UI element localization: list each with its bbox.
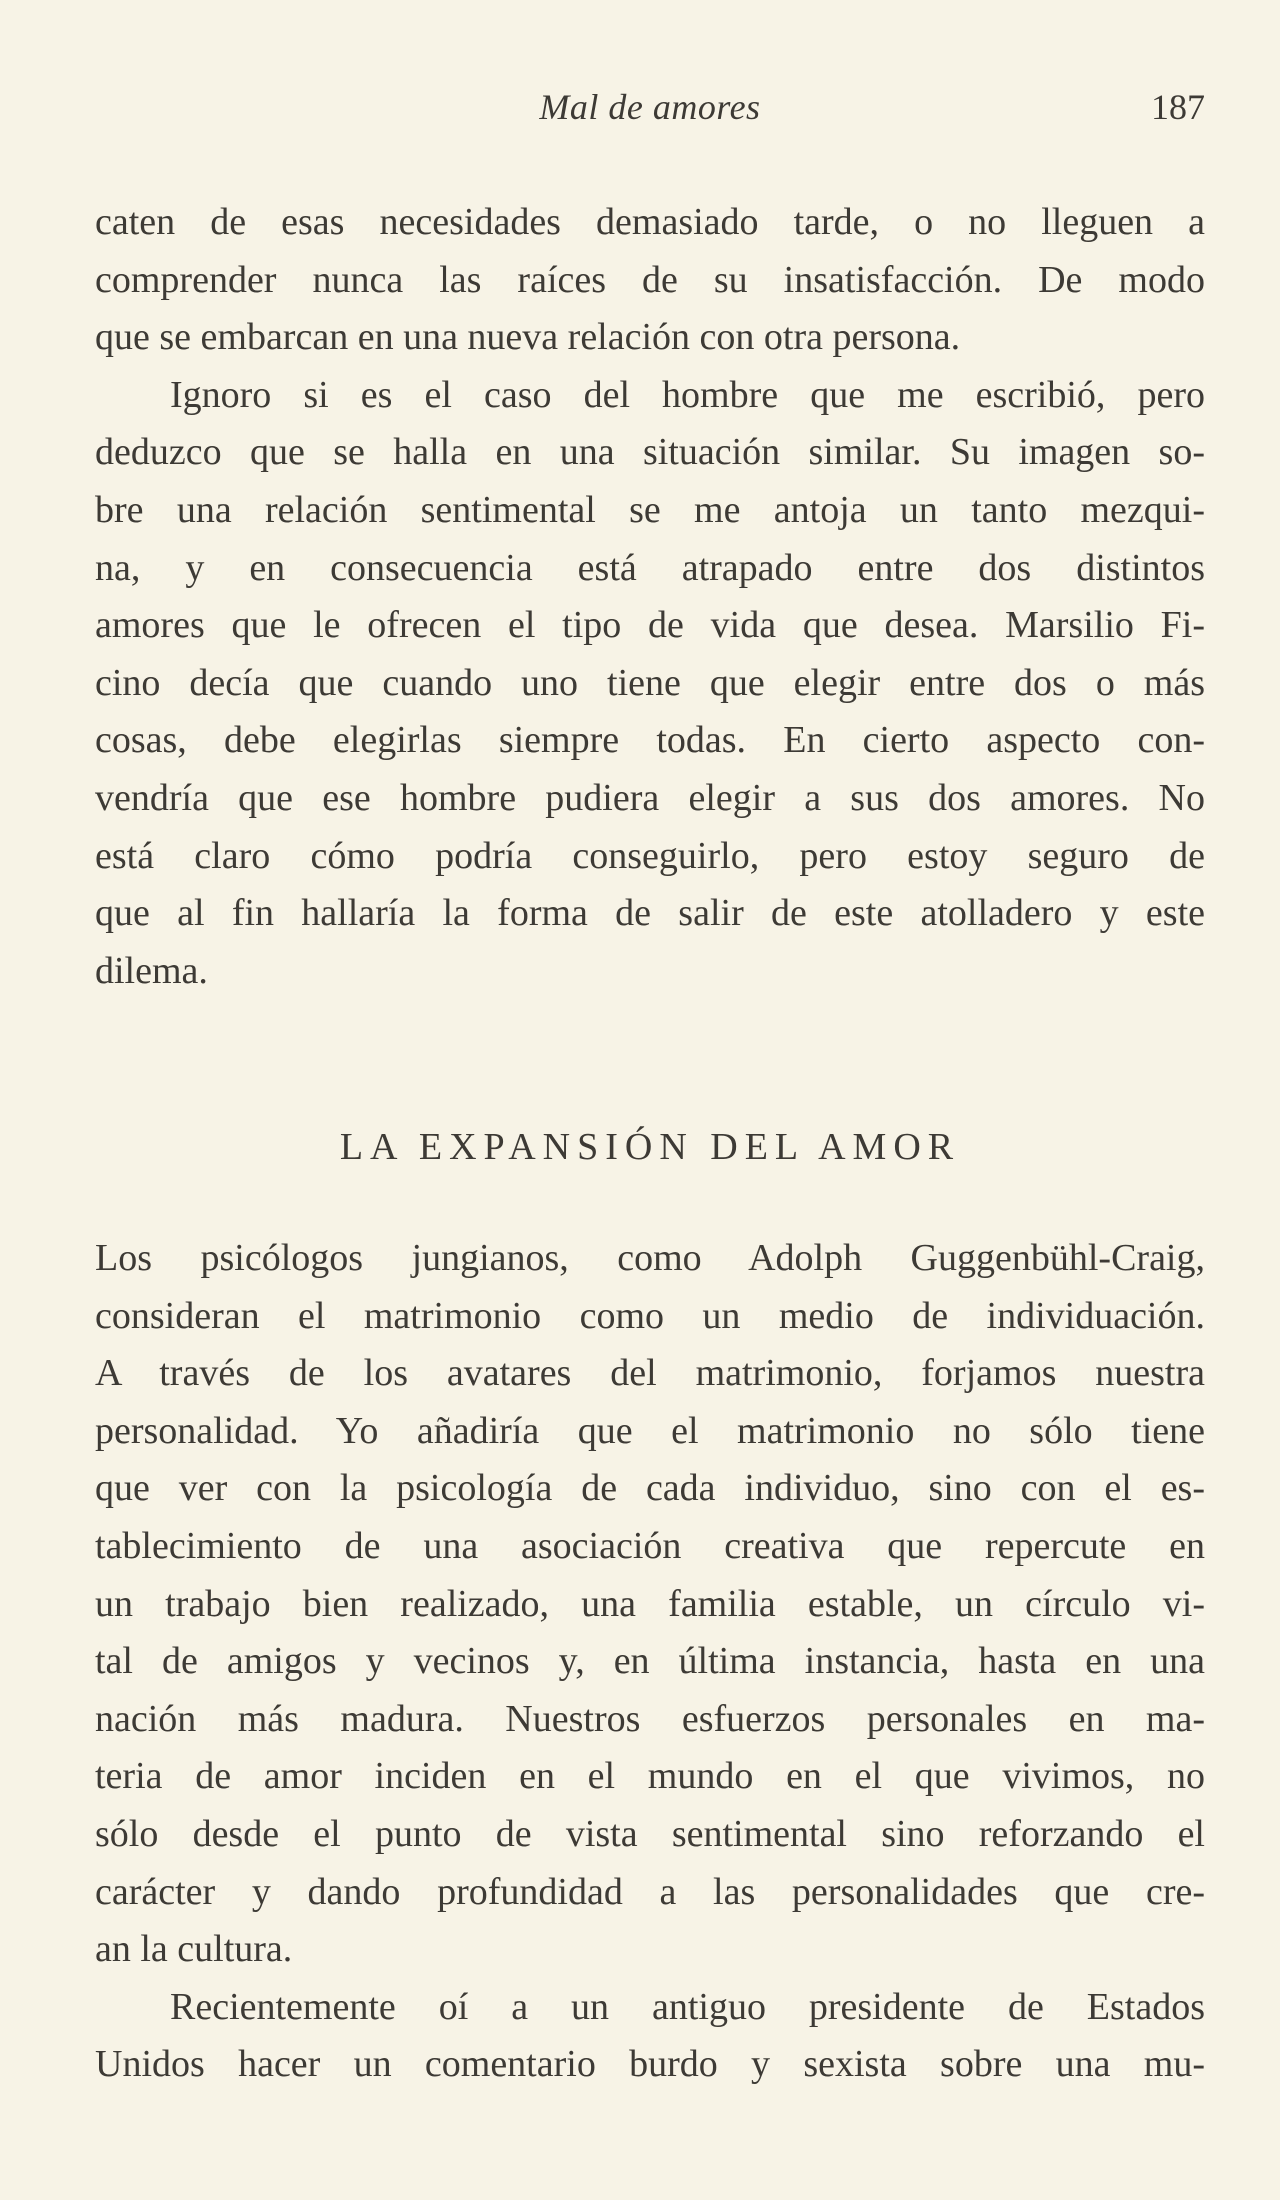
- text-line: personalidad. Yo añadiría que el matrimonio no sólo tiene: [95, 1409, 1205, 1452]
- text-line: na, y en consecuencia está atrapado entre dos distintos: [95, 546, 1205, 589]
- text-line: amores que le ofrecen el tipo de vida que desea. Marsilio Fi-: [95, 604, 1205, 647]
- text-line: nación más madura. Nuestros esfuerzos personales en ma-: [95, 1697, 1205, 1740]
- text-line: sólo desde el punto de vista sentimental sino reforzando el: [95, 1812, 1205, 1855]
- text-line: caten de esas necesidades demasiado tarde, o no lleguen a: [95, 201, 1205, 243]
- text-line: que se embarcan en una nueva relación con otra persona.: [95, 316, 961, 359]
- text-block-upper: [95, 194, 1205, 1000]
- text-line: cino decía que cuando uno tiene que elegir entre dos o más: [95, 661, 1205, 704]
- running-title: Mal de amores: [539, 87, 761, 127]
- text-line: tablecimiento de una asociación creativa que repercute en: [95, 1524, 1205, 1567]
- text-line: Los psicólogos jungianos, como Adolph Guggenbühl-Craig,: [95, 1237, 1205, 1279]
- text-block-lower: [95, 1230, 1205, 2094]
- text-line: comprender nunca las raíces de su insatisfacción. De modo: [95, 258, 1205, 301]
- running-head: [95, 82, 1205, 132]
- paragraph-2: [95, 367, 1205, 1001]
- paragraph-1: [95, 194, 1205, 367]
- text-line: teria de amor inciden en el mundo en el que vivimos, no: [95, 1755, 1205, 1798]
- text-line: Ignoro si es el caso del hombre que me escribió, pero: [170, 373, 1205, 416]
- text-line: tal de amigos y vecinos y, en última instancia, hasta en una: [95, 1640, 1205, 1683]
- text-line: Unidos hacer un comentario burdo y sexista sobre una mu-: [95, 2043, 1205, 2086]
- text-line: an la cultura.: [95, 1928, 293, 1971]
- text-line: está claro cómo podría conseguirlo, pero estoy seguro de: [95, 834, 1205, 877]
- paragraph-3: [95, 1230, 1205, 1979]
- page-number: 187: [1151, 87, 1205, 127]
- paragraph-4: [95, 1979, 1205, 2094]
- text-line: que al fin hallaría la forma de salir de este atolladero y este: [95, 892, 1205, 935]
- section-heading: LA EXPANSIÓN DEL AMOR: [339, 1126, 961, 1168]
- text-line: vendría que ese hombre pudiera elegir a sus dos amores. No: [95, 776, 1205, 819]
- text-line: consideran el matrimonio como un medio de individuación.: [95, 1294, 1205, 1337]
- text-line: cosas, debe elegirlas siempre todas. En cierto aspecto con-: [95, 719, 1205, 762]
- text-line: carácter y dando profundidad a las personalidades que cre-: [95, 1870, 1205, 1913]
- text-line: A través de los avatares del matrimonio, forjamos nuestra: [95, 1352, 1205, 1395]
- text-line: bre una relación sentimental se me antoja un tanto mezqui-: [95, 488, 1205, 531]
- text-line: un trabajo bien realizado, una familia estable, un círculo vi-: [95, 1582, 1205, 1625]
- text-line: Recientemente oí a un antiguo presidente de Estados: [170, 1985, 1205, 2028]
- text-line: dilema.: [95, 949, 208, 992]
- text-line: que ver con la psicología de cada individuo, sino con el es-: [95, 1467, 1205, 1510]
- text-line: deduzco que se halla en una situación similar. Su imagen so-: [95, 431, 1205, 474]
